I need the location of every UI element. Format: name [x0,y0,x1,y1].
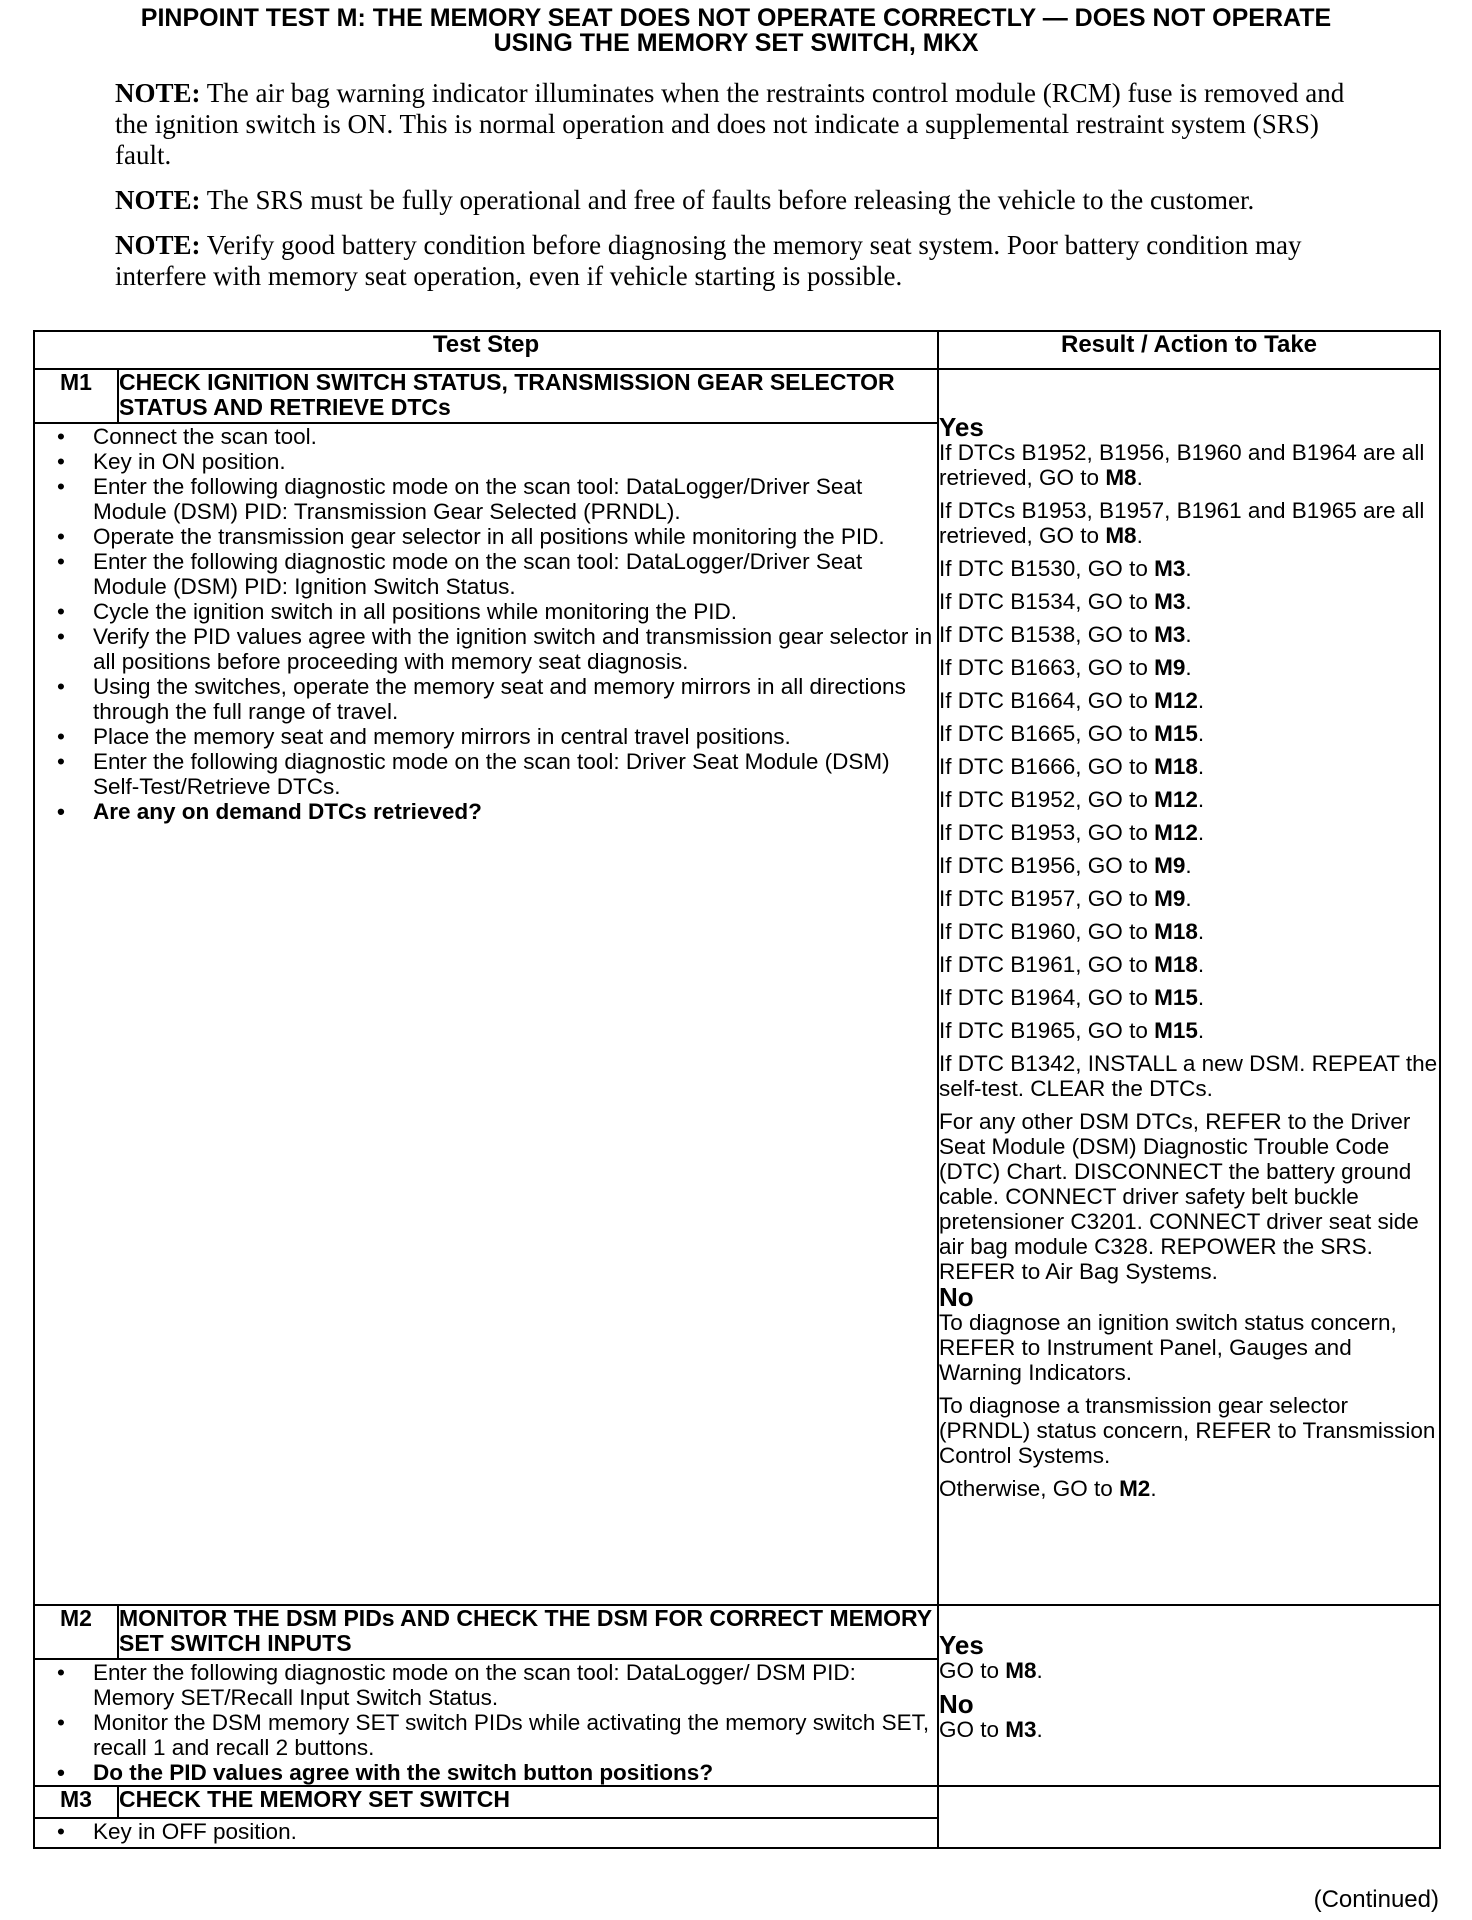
page-title-line-2: USING THE MEMORY SET SWITCH, MKX [493,29,979,57]
note-text: The SRS must be fully operational and free of faults before releasing the vehicle to the customer. [200,185,1255,215]
note-text: The air bag warning indicator illuminates when the restraints control module (RCM) fuse is removed and the ignition switch is ON. This is normal operation and does not indicate a supplemental restraint system (SRS) fault. [115,78,1345,170]
goto-step-link[interactable]: M18 [1154,952,1198,977]
result-item: For any other DSM DTCs, REFER to the Driver Seat Module (DSM) Diagnostic Trouble Code (DTC) Chart. DISCONNECT the battery ground cable. CONNECT driver safety belt buckle pretensioner C3201. CONNECT driver seat side air bag module C328. REPOWER the SRS. REFER to Air Bag Systems. [939,1109,1419,1284]
pinpoint-test-table [33,330,1441,1849]
goto-step-link[interactable]: M3 [1154,622,1186,647]
step-m2-title-row [34,1605,1440,1659]
step-title: CHECK THE MEMORY SET SWITCH [118,1786,938,1818]
goto-step-link[interactable]: M2 [1119,1476,1151,1501]
page-title-line-1: PINPOINT TEST M: THE MEMORY SEAT DOES NOT OPERATE CORRECTLY — DOES NOT OPERATE [140,4,1332,32]
action-item: • Enter the following diagnostic mode on the scan tool: DataLogger/ DSM PID: Memory SET/Recall Input Switch Status. [93,1660,937,1710]
note-srs-operational [115,185,1345,216]
result-item: If DTC B1953, GO to M12. [939,820,1205,845]
result-item: If DTC B1964, GO to M15. [939,985,1205,1010]
goto-step-link[interactable]: M9 [1154,853,1186,878]
action-item: • Enter the following diagnostic mode on the scan tool: DataLogger/Driver Seat Module (DSM) PID: Transmission Gear Selected (PRNDL). [93,474,937,524]
action-item: • Cycle the ignition switch in all positions while monitoring the PID. [93,599,937,624]
notes-section [115,78,1345,306]
step-m3-actions [34,1818,938,1848]
action-item: • Verify the PID values agree with the ignition switch and transmission gear selector in all positions before proceeding with memory seat diagnosis. [93,624,937,674]
step-m1-result [938,369,1440,1605]
table-header-row [34,331,1440,369]
goto-step-link[interactable]: M12 [1154,820,1198,845]
step-title: MONITOR THE DSM PIDs AND CHECK THE DSM FOR CORRECT MEMORY SET SWITCH INPUTS [118,1605,938,1659]
goto-step-link[interactable]: M9 [1154,886,1186,911]
goto-step-link[interactable]: M12 [1154,688,1198,713]
column-header-result: Result / Action to Take [938,331,1440,369]
goto-step-link[interactable]: M15 [1154,985,1198,1010]
note-text: Verify good battery condition before diagnosing the memory seat system. Poor battery condition may interfere with memory seat operation, even if vehicle starting is possible. [115,230,1302,291]
yes-actions [939,440,1439,1284]
note-battery-condition [115,230,1345,292]
result-item: If DTC B1961, GO to M18. [939,952,1205,977]
step-number: M1 [34,369,118,423]
result-item: If DTC B1538, GO to M3. [939,622,1192,647]
continued-label: (Continued) [1313,1886,1439,1913]
column-header-test-step: Test Step [34,331,938,369]
result-item: If DTC B1952, GO to M12. [939,787,1205,812]
result-item: If DTCs B1953, B1957, B1961 and B1965 are all retrieved, GO to M8. [939,498,1425,548]
result-item: If DTC B1530, GO to M3. [939,556,1192,581]
goto-step-link[interactable]: M8 [1105,523,1137,548]
action-list [35,1819,937,1844]
goto-step-link[interactable]: M3 [1154,556,1186,581]
yes-label: Yes [939,1630,984,1660]
action-item: • Place the memory seat and memory mirrors in central travel positions. [93,724,937,749]
result-item: If DTC B1957, GO to M9. [939,886,1192,911]
result-item: If DTC B1663, GO to M9. [939,655,1192,680]
goto-step-link[interactable]: M3 [1154,589,1186,614]
goto-step-link[interactable]: M3 [1005,1717,1037,1742]
no-actions [939,1310,1439,1501]
goto-step-link[interactable]: M18 [1154,754,1198,779]
goto-step-link[interactable]: M18 [1154,919,1198,944]
action-item: • Key in ON position. [93,449,937,474]
action-list [35,424,937,824]
result-item: If DTCs B1952, B1956, B1960 and B1964 are all retrieved, GO to M8. [939,440,1425,490]
no-label: No [939,1689,974,1719]
note-label: NOTE: [115,78,201,108]
goto-step-link[interactable]: M8 [1005,1658,1037,1683]
step-m1-actions [34,423,938,1605]
action-list [35,1660,937,1785]
action-item: • Connect the scan tool. [93,424,937,449]
goto-step-link[interactable]: M12 [1154,787,1198,812]
step-number: M3 [34,1786,118,1818]
result-item: If DTC B1664, GO to M12. [939,688,1205,713]
result-item: If DTC B1665, GO to M15. [939,721,1205,746]
yes-label: Yes [939,412,984,442]
result-item: If DTC B1956, GO to M9. [939,853,1192,878]
result-item: To diagnose a transmission gear selector (PRNDL) status concern, REFER to Transmission Control Systems. [939,1393,1436,1468]
step-m3-title-row [34,1786,1440,1818]
result-item: If DTC B1965, GO to M15. [939,1018,1205,1043]
goto-step-link[interactable]: M9 [1154,655,1186,680]
action-question: • Do the PID values agree with the switch button positions? [93,1760,937,1785]
goto-step-link[interactable]: M15 [1154,1018,1198,1043]
step-m1-title-row [34,369,1440,423]
action-item: • Key in OFF position. [93,1819,937,1844]
result-item: If DTC B1666, GO to M18. [939,754,1205,779]
step-m2-result [938,1605,1440,1786]
step-title: CHECK IGNITION SWITCH STATUS, TRANSMISSION GEAR SELECTOR STATUS AND RETRIEVE DTCs [118,369,938,423]
result-item: If DTC B1342, INSTALL a new DSM. REPEAT the self-test. CLEAR the DTCs. [939,1051,1438,1101]
result-item: GO to M8. [939,1658,1043,1683]
step-m2-actions [34,1659,938,1786]
action-question: • Are any on demand DTCs retrieved? [93,799,937,824]
action-item: • Enter the following diagnostic mode on the scan tool: Driver Seat Module (DSM) Self-Test/Retrieve DTCs. [93,749,937,799]
note-rcm-fuse [115,78,1345,171]
note-label: NOTE: [115,185,201,215]
step-number: M2 [34,1605,118,1659]
action-item: • Monitor the DSM memory SET switch PIDs while activating the memory switch SET, recall 1 and recall 2 buttons. [93,1710,937,1760]
result-item: To diagnose an ignition switch status concern, REFER to Instrument Panel, Gauges and Warning Indicators. [939,1310,1397,1385]
page-title [40,6,1432,56]
result-item: If DTC B1534, GO to M3. [939,589,1192,614]
action-item: • Using the switches, operate the memory seat and memory mirrors in all directions through the full range of travel. [93,674,937,724]
result-item: If DTC B1960, GO to M18. [939,919,1205,944]
action-item: • Enter the following diagnostic mode on the scan tool: DataLogger/Driver Seat Module (DSM) PID: Ignition Switch Status. [93,549,937,599]
result-item: GO to M3. [939,1717,1043,1742]
action-item: • Operate the transmission gear selector in all positions while monitoring the PID. [93,524,937,549]
result-item: Otherwise, GO to M2. [939,1476,1157,1501]
no-label: No [939,1282,974,1312]
goto-step-link[interactable]: M15 [1154,721,1198,746]
note-label: NOTE: [115,230,201,260]
goto-step-link[interactable]: M8 [1105,465,1137,490]
step-m3-result [938,1786,1440,1848]
